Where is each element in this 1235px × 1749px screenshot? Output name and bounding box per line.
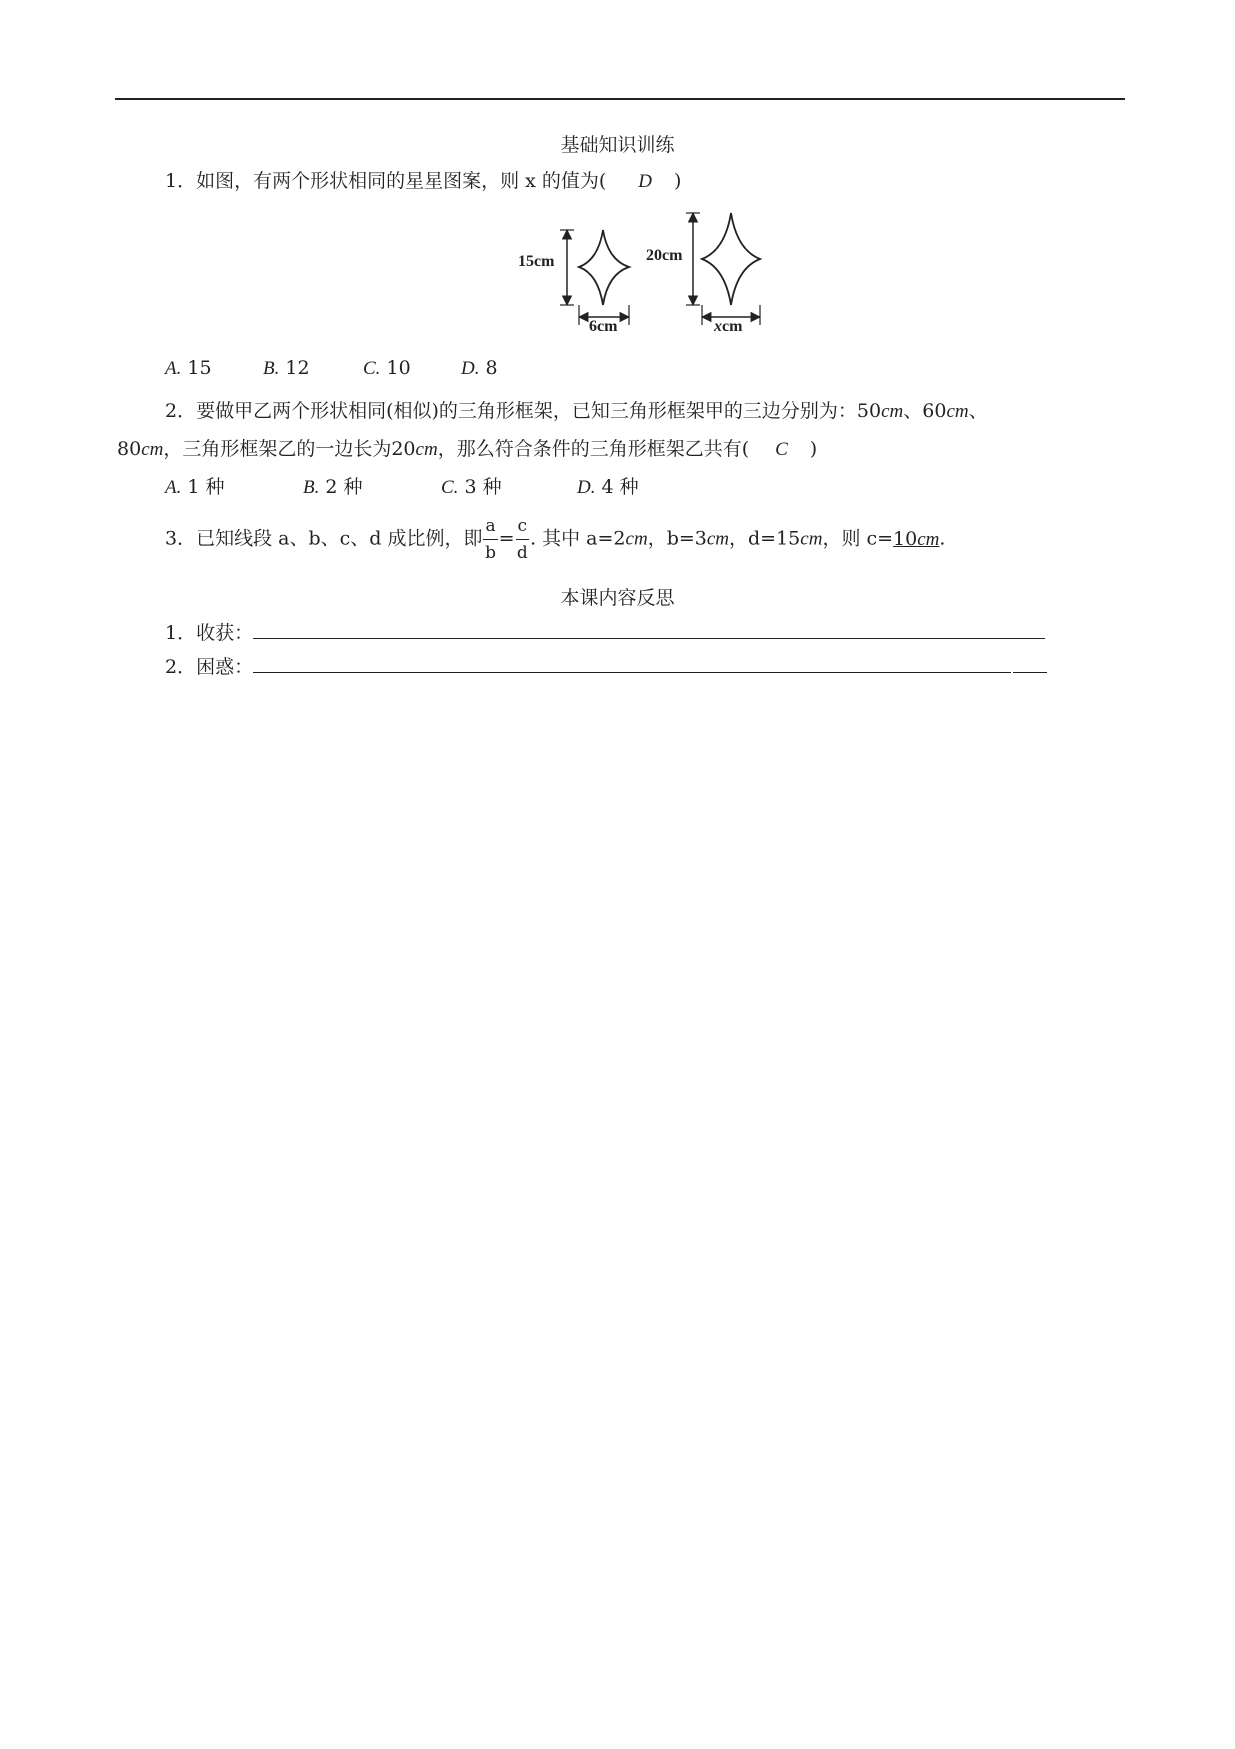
- small-star: [560, 230, 629, 325]
- reflection-gains: 1．收获：: [165, 618, 1045, 645]
- doubts-answer-line[interactable]: [253, 654, 1011, 673]
- question-1-text: 1．如图，有两个形状相同的星星图案，则 x 的值为(: [165, 170, 607, 192]
- header-rule: [115, 98, 1125, 100]
- label-xcm: xcm: [714, 318, 743, 335]
- large-star: [686, 213, 760, 325]
- question-1-close: ): [674, 170, 682, 192]
- section-title-basic-training: 基础知识训练: [560, 134, 675, 156]
- question-2-options: [165, 472, 639, 499]
- small-star-shape: [579, 230, 629, 305]
- gains-answer-line[interactable]: [253, 620, 1045, 639]
- question-2-line-1: 2．要做甲乙两个形状相同(相似)的三角形框架，已知三角形框架甲的三边分别为：50cm、60cm、: [165, 400, 988, 422]
- option-c: C. 3 种: [441, 476, 502, 498]
- question-1-answer: D: [638, 171, 653, 192]
- question-3-answer: 10cm: [893, 527, 940, 550]
- question-1-options: [165, 357, 498, 380]
- option-b: B. 2 种: [303, 476, 363, 498]
- label-15cm: 15cm: [518, 253, 555, 270]
- fraction-a-over-b: $\frac{a}{b}$: [483, 513, 497, 566]
- option-a: A. 1 种: [165, 476, 225, 498]
- question-3: 3．已知线段 a、b、c、d 成比例，即 $\frac{a}{b}$ = $\frac{c}{d}$ . 其中 a=2cm，b=3cm，d=15cm，则 c=10cm.: [165, 513, 945, 566]
- label-20cm: 20cm: [646, 247, 683, 264]
- label-6cm: 6cm: [589, 318, 618, 335]
- option-c: C. 10: [363, 357, 411, 379]
- option-a: A. 15: [165, 357, 212, 379]
- option-d: D. 4 种: [577, 476, 639, 498]
- section-title-reflection: 本课内容反思: [560, 587, 675, 609]
- question-2-answer: C: [775, 439, 788, 460]
- question-2-line-2: 80cm，三角形框架乙的一边长为20cm，那么符合条件的三角形框架乙共有( C ): [117, 438, 818, 460]
- reflection-doubts: 2．困惑：: [165, 652, 1047, 679]
- option-d: D. 8: [461, 357, 498, 379]
- option-b: B. 12: [263, 357, 310, 379]
- question-1-stem: [165, 166, 681, 193]
- large-star-shape: [702, 213, 760, 305]
- fraction-c-over-d: $\frac{c}{d}$: [516, 513, 530, 566]
